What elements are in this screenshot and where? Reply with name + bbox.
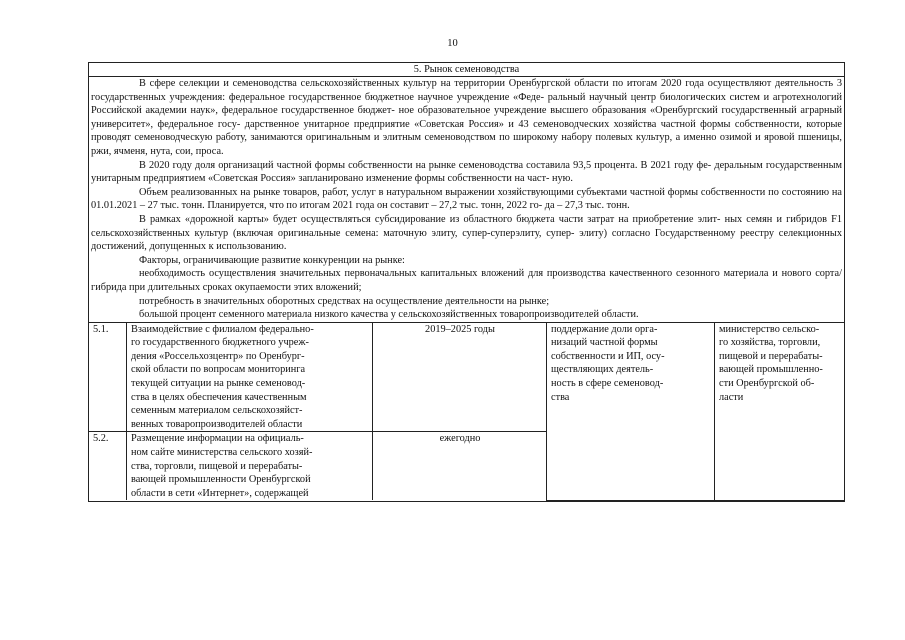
paragraph: [91, 295, 842, 309]
measures-table: [89, 322, 844, 501]
text-line: элиту) согласно Государственному реестру селекционных достижений, допущенных к использованию.: [91, 227, 842, 253]
row-result: поддержание доли орга- низаций частной формы собственности и ИП, осу- ществляющих деятель- ность в сфере семеновод- ства: [547, 322, 715, 500]
paragraph: [91, 254, 842, 268]
section-title: 5. Рынок семеноводства: [89, 63, 844, 77]
text-line: В 2020 году доля организаций частной формы собственности на рынке семеноводства составила 93,5 процента. В 2021 году фе-: [139, 159, 712, 171]
text-line: большой процент семенного материала низкого качества у сельскохозяйственных товаропроизводителей области.: [139, 309, 639, 321]
text-line: материала и нового сорта/гибрида при длительных сроках окупаемости этих вложений;: [91, 268, 842, 293]
text-line: ных семян и гибридов F1 сельскохозяйственных культур (включая оригинальные семена: маточную элиту, супер-суперэлиту, супер-: [91, 213, 842, 239]
paragraph: [91, 186, 842, 213]
text-line: да – 27,3 тыс. тонн.: [544, 200, 630, 212]
row-action: Размещение информации на официаль- ном сайте министерства сельского хозяй- ства, торговли, пищевой и перерабаты- вающей промышленности Оренбургской области в сети «Интернет», содержащей: [127, 432, 373, 500]
text-line: ральный научный центр биологических систем и агротехнологий Российской академии наук», федеральное государственное бюджет-: [91, 91, 842, 117]
text-line: ную.: [552, 173, 573, 185]
text-line: именно озимой и яровой пшеницы, ржи, ячменя, нута, сои, проса.: [91, 132, 843, 157]
paragraph: [91, 213, 842, 254]
table-row: [89, 322, 844, 432]
page-number: 10: [447, 38, 458, 49]
section-text: [89, 77, 844, 322]
paragraph: [91, 77, 842, 159]
row-number: 5.1.: [89, 322, 127, 432]
text-line: деральным государственным унитарным предприятием «Советская Россия» запланировано изменение формы собственности на част-: [91, 159, 842, 185]
text-line: Объем реализованных на рынке товаров, работ, услуг в натуральном выражении хозяйствующими субъектами частной формы: [139, 186, 699, 198]
text-line: необходимость осуществления значительных первоначальных капитальных вложений для производства качественного сезонного: [139, 268, 720, 280]
paragraph: [91, 159, 842, 186]
text-line: собственности по состоянию на 01.01.2021 – 27 тыс. тонн. Планируется, что по итогам 2021 года он составит – 27,2 тыс. тонн, 2022 го-: [91, 186, 842, 212]
row-action: Взаимодействие с филиалом федерально- го государственного бюджетного учреж- дения «Россельхозцентр» по Оренбург- ской области по вопросам мониторинга текущей ситуации на рынке семеновод- ства в целях обеспечения качественным семенным материалом сельскохозяйст- венных товаропроизводителей области: [127, 322, 373, 432]
text-line: осуществляют деятельность 3 государственных учреждения: федеральное государственное бюджетное научное учреждение «Феде-: [91, 78, 842, 103]
row-number: 5.2.: [89, 432, 127, 500]
text-line: ное образовательное учреждение высшего образования «Оренбургский государственный аграрный университет», федеральное госу-: [91, 105, 843, 130]
row-responsible: министерство сельско- го хозяйства, торговли, пищевой и перерабаты- вающей промышленно- сти Оренбургской об- ласти: [715, 322, 845, 500]
row-term: 2019–2025 годы: [373, 322, 547, 432]
text-line: В рамках «дорожной карты» будет осуществляться субсидирование из областного бюджета части затрат на приобретение элит-: [139, 213, 721, 225]
text-line: потребность в значительных оборотных средствах на осуществление деятельности на рынке;: [139, 295, 550, 307]
text-line: Факторы, ограничивающие развитие конкуренции на рынке:: [139, 254, 405, 266]
text-line: дарственное унитарное предприятие «Советская Россия» и 43 семеноводческих хозяйства частной формы собственности, которые: [244, 118, 842, 130]
text-line: проводят семеноводческую работу, занимаются оригинальным и элитным семеноводством по широкому набору полевых культур, а: [91, 132, 681, 144]
paragraph: [91, 267, 842, 294]
paragraph: [91, 308, 842, 322]
document-frame: [88, 62, 845, 502]
row-term: ежегодно: [373, 432, 547, 500]
text-line: В сфере селекции и семеноводства сельскохозяйственных культур на территории Оренбургской области по итогам 2020 года: [139, 78, 704, 89]
